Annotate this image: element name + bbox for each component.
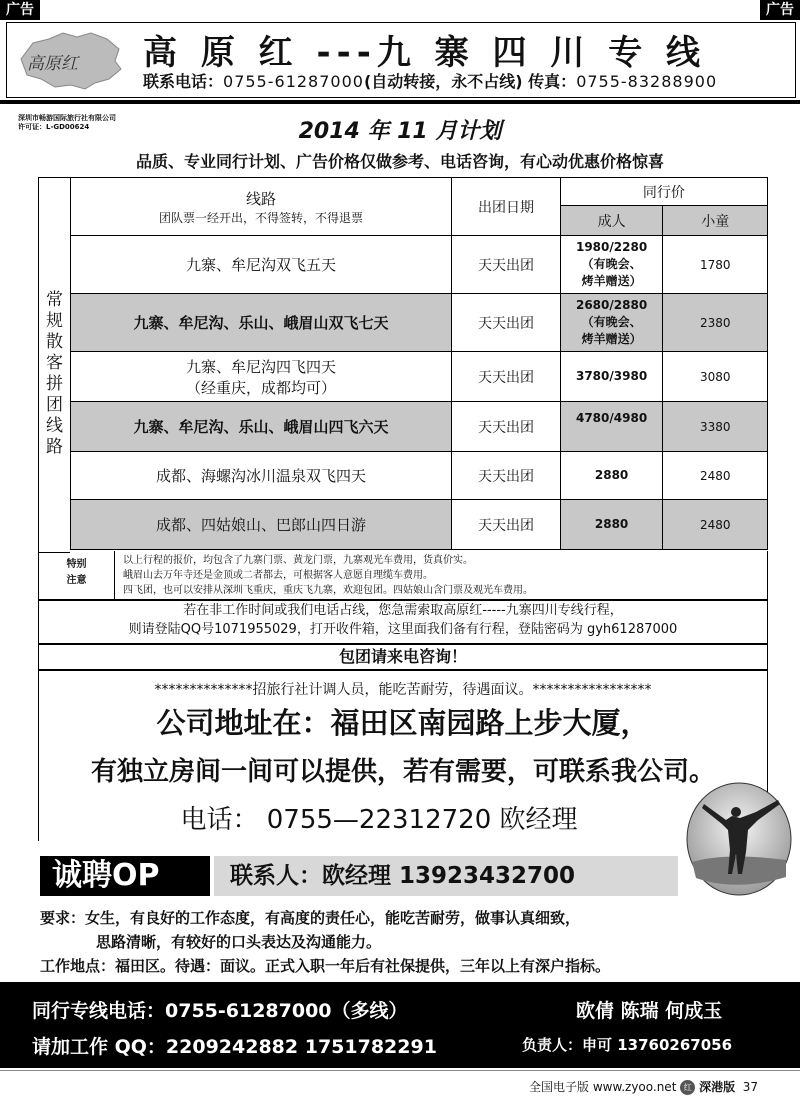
- col-price-header: 同行价: [560, 178, 767, 206]
- route-cell: 九寨、牟尼沟、乐山、峨眉山四飞六天: [70, 402, 452, 452]
- child-price-cell: 2380: [663, 294, 768, 352]
- adult-price-note2: 烤羊赠送）: [581, 332, 642, 346]
- footer-contact-bar: [0, 982, 800, 1068]
- recruit-headline: **************招旅行社计调人员，能吃苦耐劳，待遇面议。*****************: [154, 682, 652, 698]
- adult-price-cell: [560, 294, 663, 352]
- fax-label: 传真：: [528, 72, 577, 91]
- side-label-char: 客: [46, 353, 63, 373]
- notes-label: [39, 551, 115, 599]
- contact-label: 联系电话：: [143, 72, 224, 91]
- child-price-cell: 2480: [663, 500, 768, 550]
- route-cell: 九寨、牟尼沟、乐山、峨眉山双飞七天: [70, 294, 452, 352]
- slogan: 品质、专业同行计划、广告价格仅做参考、电话咨询，有心动优惠价格惊喜: [135, 152, 664, 171]
- divider: [0, 1070, 800, 1071]
- edition-label: 全国电子版 www.zyoo.net: [529, 1080, 677, 1094]
- adult-price-note: （有晚会、: [581, 257, 642, 271]
- date-cell: 天天出团: [452, 452, 560, 500]
- col-route-label: 线路: [246, 189, 277, 208]
- requirement-line: 要求：女生，有良好的工作态度，有高度的责任心，能吃苦耐劳，做事认真细致，: [40, 909, 581, 927]
- info-line: 则请登陆QQ号1071955029，打开收件箱，这里面我们备有行程，登陆密码为 gyh61287000: [128, 622, 678, 637]
- route-name: 九寨、牟尼沟四飞四天: [186, 357, 337, 376]
- adult-price-cell: 2880: [560, 452, 663, 500]
- date-cell: 天天出团: [452, 402, 560, 452]
- col-route-header: [70, 178, 452, 236]
- info-line: 若在非工作时间或我们电话占线，您急需索取高原红-----九寨四川专线行程，: [183, 603, 623, 618]
- child-price-cell: 2480: [663, 452, 768, 500]
- seal-icon: 红: [680, 1080, 695, 1095]
- route-cell: [70, 352, 452, 402]
- note-line: 峨眉山去万年寺还是金顶或二者都去，可根据客人意愿自理缆车费用。: [123, 570, 433, 581]
- divider: [0, 100, 800, 104]
- adult-price-note: （有晚会、: [581, 315, 642, 329]
- work-qq: 请加工作 QQ：2209242882 1751782291: [32, 1036, 437, 1058]
- notes-text: [123, 553, 533, 598]
- plan-title: 2014 年 11 月计划: [298, 119, 502, 144]
- table-row: [39, 294, 768, 352]
- col-route-sub: 团队票一经开出，不得签转，不得退票: [159, 210, 364, 225]
- note-line: 以上行程的报价，均包含了九寨门票、黄龙门票，九寨观光车费用，货真价实。: [123, 555, 473, 566]
- adult-price-cell: [560, 236, 663, 294]
- header-banner: [6, 22, 796, 98]
- adult-price: 2680/2880: [575, 298, 648, 312]
- charter-notice: 包团请来电咨询！: [38, 644, 768, 670]
- route-cell: 成都、海螺沟冰川温泉双飞四天: [70, 452, 452, 500]
- route-category-column: [38, 177, 70, 553]
- date-cell: 天天出团: [452, 500, 560, 550]
- adult-price: 1980/2280: [575, 240, 648, 254]
- company-address: 公司地址在：福田区南园路上步大厦，: [156, 706, 650, 740]
- op-contact: 联系人：欧经理 13923432700: [230, 863, 576, 889]
- notes-label-line1: 特别: [66, 559, 87, 570]
- contact-line: [143, 69, 717, 92]
- fax-number: 0755-83288900: [576, 72, 718, 91]
- recruit-section: [38, 670, 768, 841]
- date-cell: 天天出团: [452, 352, 560, 402]
- route-cell: 九寨、牟尼沟双飞五天: [70, 236, 452, 294]
- adult-price-cell: 3780/3980: [560, 352, 663, 402]
- note-line: 四飞团，也可以安排从深圳飞重庆，重庆飞九寨，欢迎包团。四姑娘山含门票及观光车费用。: [123, 585, 533, 596]
- child-price-cell: 3080: [663, 352, 768, 402]
- route-category-label: [39, 290, 70, 458]
- hotline: 同行专线电话：0755-61287000（多线）: [32, 1000, 408, 1022]
- table-row: [39, 500, 768, 550]
- side-label-char: 规: [46, 311, 63, 331]
- adult-price-note2: 烤羊赠送）: [581, 274, 642, 288]
- region-label: 深港版: [699, 1080, 736, 1094]
- side-label-char: 路: [46, 437, 63, 457]
- contact-phone: 0755-61287000: [223, 72, 364, 91]
- col-child-header: 小童: [663, 206, 768, 236]
- route-note: （经重庆，成都均可）: [186, 378, 337, 397]
- staff-names: 欧倩 陈瑞 何成玉: [576, 1000, 723, 1022]
- adult-price-cell: 2880: [560, 500, 663, 550]
- col-adult-header: 成人: [560, 206, 663, 236]
- page-number: 37: [742, 1080, 758, 1094]
- office-offer: 有独立房间一间可以提供，若有需要，可联系我公司。: [90, 757, 715, 787]
- contact-note: (自动转接，永不占线): [363, 72, 523, 91]
- adult-price-cell: 4780/4980: [560, 402, 663, 452]
- side-label-char: 散: [46, 332, 63, 352]
- side-label-char: 团: [46, 395, 63, 415]
- china-map-logo-icon: [15, 29, 127, 91]
- special-notes: [38, 551, 768, 600]
- logo-text: 高原红: [27, 54, 78, 74]
- notes-label-line2: 注意: [66, 575, 87, 586]
- table-row: [39, 452, 768, 500]
- requirement-line: 思路清晰，有较好的口头表达及沟通能力。: [96, 933, 382, 951]
- ad-label-right: 广告: [760, 0, 800, 20]
- route-cell: 成都、四姑娘山、巴郎山四日游: [70, 500, 452, 550]
- route-price-table: [38, 177, 768, 550]
- op-title: 诚聘OP: [40, 856, 210, 896]
- brand-title: 高 原 红 ---九 寨 四 川 专 线: [143, 33, 707, 73]
- table-row: [39, 402, 768, 452]
- page-footer: [529, 1078, 758, 1095]
- requirement-line: 工作地点：福田区。待遇：面议。正式入职一年后有社保提供，三年以上有深户指标。: [40, 957, 611, 975]
- ad-label-left: 广告: [0, 0, 40, 20]
- recruit-phone: 电话： 0755—22312720 欧经理: [180, 805, 578, 835]
- side-label-char: 线: [46, 416, 63, 436]
- col-date-header: 出团日期: [452, 178, 560, 236]
- manager-contact: 负责人：申可 13760267056: [522, 1036, 733, 1054]
- date-cell: 天天出团: [452, 236, 560, 294]
- itinerary-info: [38, 600, 768, 644]
- child-price-cell: 3380: [663, 402, 768, 452]
- table-row: [39, 236, 768, 294]
- company-name: 深圳市畅游国际旅行社有限公司: [18, 114, 116, 122]
- op-requirements: [40, 906, 610, 978]
- side-label-char: 常: [46, 290, 63, 310]
- side-label-char: 拼: [46, 374, 63, 394]
- child-price-cell: 1780: [663, 236, 768, 294]
- person-photo-icon: [686, 782, 792, 896]
- date-cell: 天天出团: [452, 294, 560, 352]
- table-row: [39, 352, 768, 402]
- company-license: 许可证：L-GD00624: [18, 123, 90, 131]
